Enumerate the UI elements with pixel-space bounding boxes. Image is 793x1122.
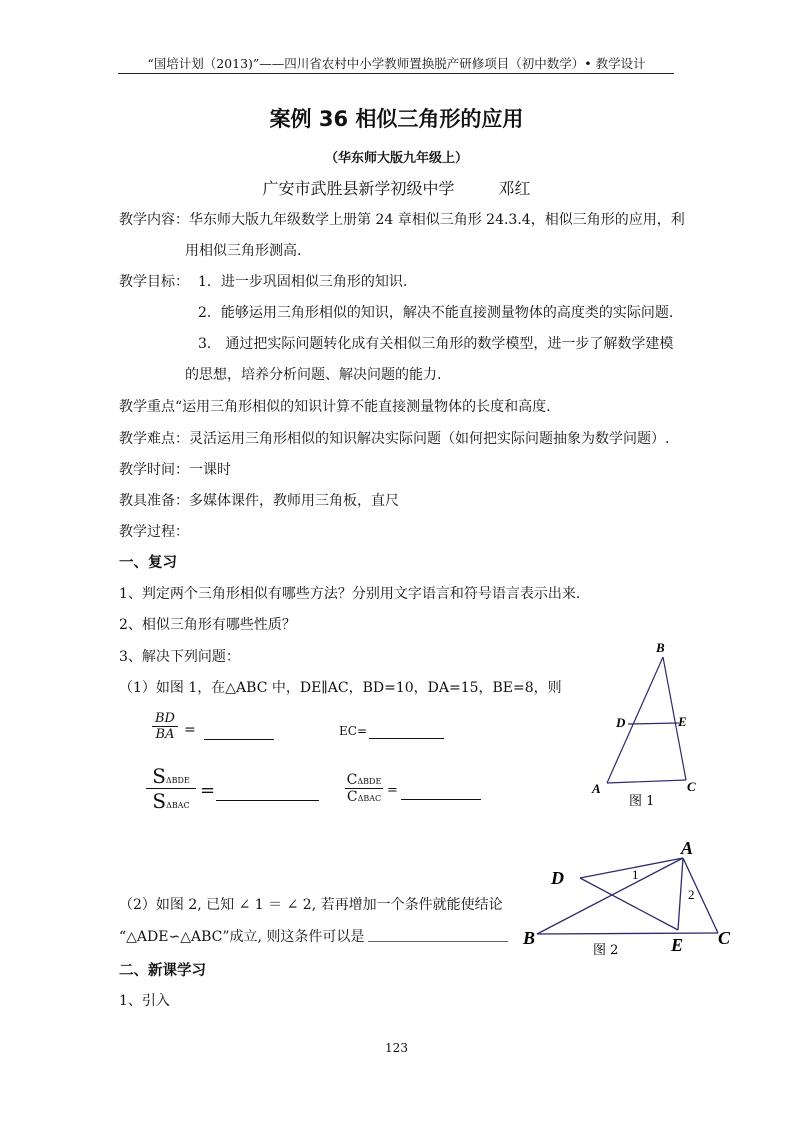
perimeter-subscript: ΔBDE bbox=[357, 777, 382, 786]
line-bc bbox=[537, 933, 718, 934]
label-c: C bbox=[687, 779, 696, 794]
perimeter-symbol: C bbox=[346, 789, 358, 805]
answer-blank-1[interactable] bbox=[204, 738, 274, 740]
teaching-content-line1: 教学内容：华东师大版九年级数学上册第 24 章相似三角形 24.3.4，相似三角形的应用，利 bbox=[119, 212, 685, 228]
fraction-numerator: BD bbox=[155, 711, 175, 726]
problem-2-line1: （2）如图 2, 已知 ∠ 1 ＝ ∠ 2, 若再增加一个条件就能使结论 bbox=[119, 897, 503, 913]
difficulty: 教学难点：灵活运用三角形相似的知识解决实际问题（如何把实际问题抽象为数学问题）. bbox=[119, 431, 670, 447]
ec-label: EC= bbox=[339, 724, 367, 738]
page-number: 123 bbox=[385, 1041, 408, 1055]
running-header: “国培计划（2013)”——四川省农村中小学教师置换脱产研修项目（初中数学）• 教学设计 bbox=[147, 56, 646, 71]
teaching-process: 教学过程： bbox=[119, 524, 189, 540]
area-denominator bbox=[146, 789, 196, 813]
problem-2-line2: “△ADE∽△ABC”成立, 则这条件可以是 bbox=[119, 929, 365, 945]
header-rule bbox=[118, 73, 674, 74]
key-point: 教学重点“运用三角形相似的知识计算不能直接测量物体的长度和高度. bbox=[119, 399, 551, 415]
answer-blank-area[interactable] bbox=[216, 799, 319, 801]
author-name: 邓红 bbox=[498, 179, 531, 198]
review-q2: 2、相似三角形有哪些性质？ bbox=[119, 617, 296, 633]
label-d: D bbox=[616, 715, 626, 730]
answer-blank-perimeter[interactable] bbox=[401, 798, 481, 800]
section-heading-review: 一、复习 bbox=[119, 554, 177, 571]
new-lesson-item-1: 1、引入 bbox=[119, 993, 170, 1009]
area-subscript: ΔBAC bbox=[166, 801, 190, 810]
label-d: D bbox=[551, 868, 564, 888]
perimeter-denominator bbox=[345, 789, 383, 805]
label-a: A bbox=[592, 781, 601, 796]
teaching-content-line2: 用相似三角形测高. bbox=[185, 243, 302, 259]
fraction-denominator: BA bbox=[155, 727, 175, 742]
goal-2: 2．能够运用三角形相似的知识，解决不能直接测量物体的高度类的实际问题. bbox=[198, 305, 674, 321]
area-symbol: S bbox=[152, 764, 166, 788]
goal-3b: 的思想，培养分析问题、解决问题的能力. bbox=[185, 367, 442, 383]
figure-1-triangle bbox=[585, 635, 700, 815]
goal-3a: 3． 通过把实际问题转化成有关相似三角形的数学模型，进一步了解数学建模 bbox=[198, 336, 674, 352]
fraction-perimeter-ratio bbox=[345, 772, 383, 805]
fraction-area-ratio bbox=[146, 764, 196, 813]
label-e: E bbox=[671, 935, 684, 955]
label-c: C bbox=[718, 928, 731, 948]
teaching-tools: 教具准备：多媒体课件，教师用三角板，直尺 bbox=[119, 493, 399, 509]
answer-blank-condition[interactable] bbox=[368, 940, 508, 942]
area-numerator bbox=[146, 764, 196, 788]
label-a: A bbox=[681, 838, 694, 858]
angle-2-label: 2 bbox=[688, 887, 695, 902]
fraction-bd-ba bbox=[152, 711, 178, 742]
side-ac bbox=[607, 780, 686, 783]
page-subtitle: （华东师大版九年级上） bbox=[324, 151, 468, 166]
author-school: 广安市武胜县新学初级中学 bbox=[262, 179, 455, 198]
area-subscript: ΔBDE bbox=[165, 776, 190, 785]
label-b: B bbox=[523, 928, 536, 948]
line-ae bbox=[678, 858, 683, 930]
section-heading-new-lesson: 二、新课学习 bbox=[119, 962, 206, 979]
problem-1: （1）如图 1，在△ABC 中，DE∥AC，BD=10，DA=15，BE=8，则 bbox=[119, 680, 562, 696]
area-symbol: S bbox=[152, 789, 167, 813]
page-title: 案例 36 相似三角形的应用 bbox=[269, 107, 524, 131]
review-q3: 3、解决下列问题： bbox=[119, 649, 240, 665]
perimeter-subscript: ΔBAC bbox=[357, 794, 382, 803]
goal-label: 教学目标： bbox=[119, 274, 189, 290]
figure-2-triangles bbox=[515, 832, 745, 962]
label-e: E bbox=[678, 714, 687, 729]
answer-blank-ec[interactable] bbox=[369, 737, 444, 739]
review-q1: 1、判定两个三角形相似有哪些方法？分别用文字语言和符号语言表示出来. bbox=[119, 586, 581, 602]
teaching-time: 教学时间：一课时 bbox=[119, 462, 231, 478]
author-line bbox=[0, 176, 793, 199]
perimeter-symbol: C bbox=[346, 772, 358, 788]
equals-sign-2: = bbox=[200, 780, 216, 801]
label-b: B bbox=[656, 640, 665, 655]
figure-2-caption: 图 2 bbox=[593, 943, 619, 958]
figure-1-caption: 图 1 bbox=[629, 794, 655, 809]
equals-sign-1: = bbox=[184, 722, 196, 738]
perimeter-numerator bbox=[345, 772, 383, 788]
equals-sign-3: = bbox=[387, 783, 398, 798]
goal-1: 1．进一步巩固相似三角形的知识. bbox=[198, 274, 408, 290]
segment-de bbox=[628, 723, 679, 724]
angle-1-label: 1 bbox=[632, 867, 639, 882]
